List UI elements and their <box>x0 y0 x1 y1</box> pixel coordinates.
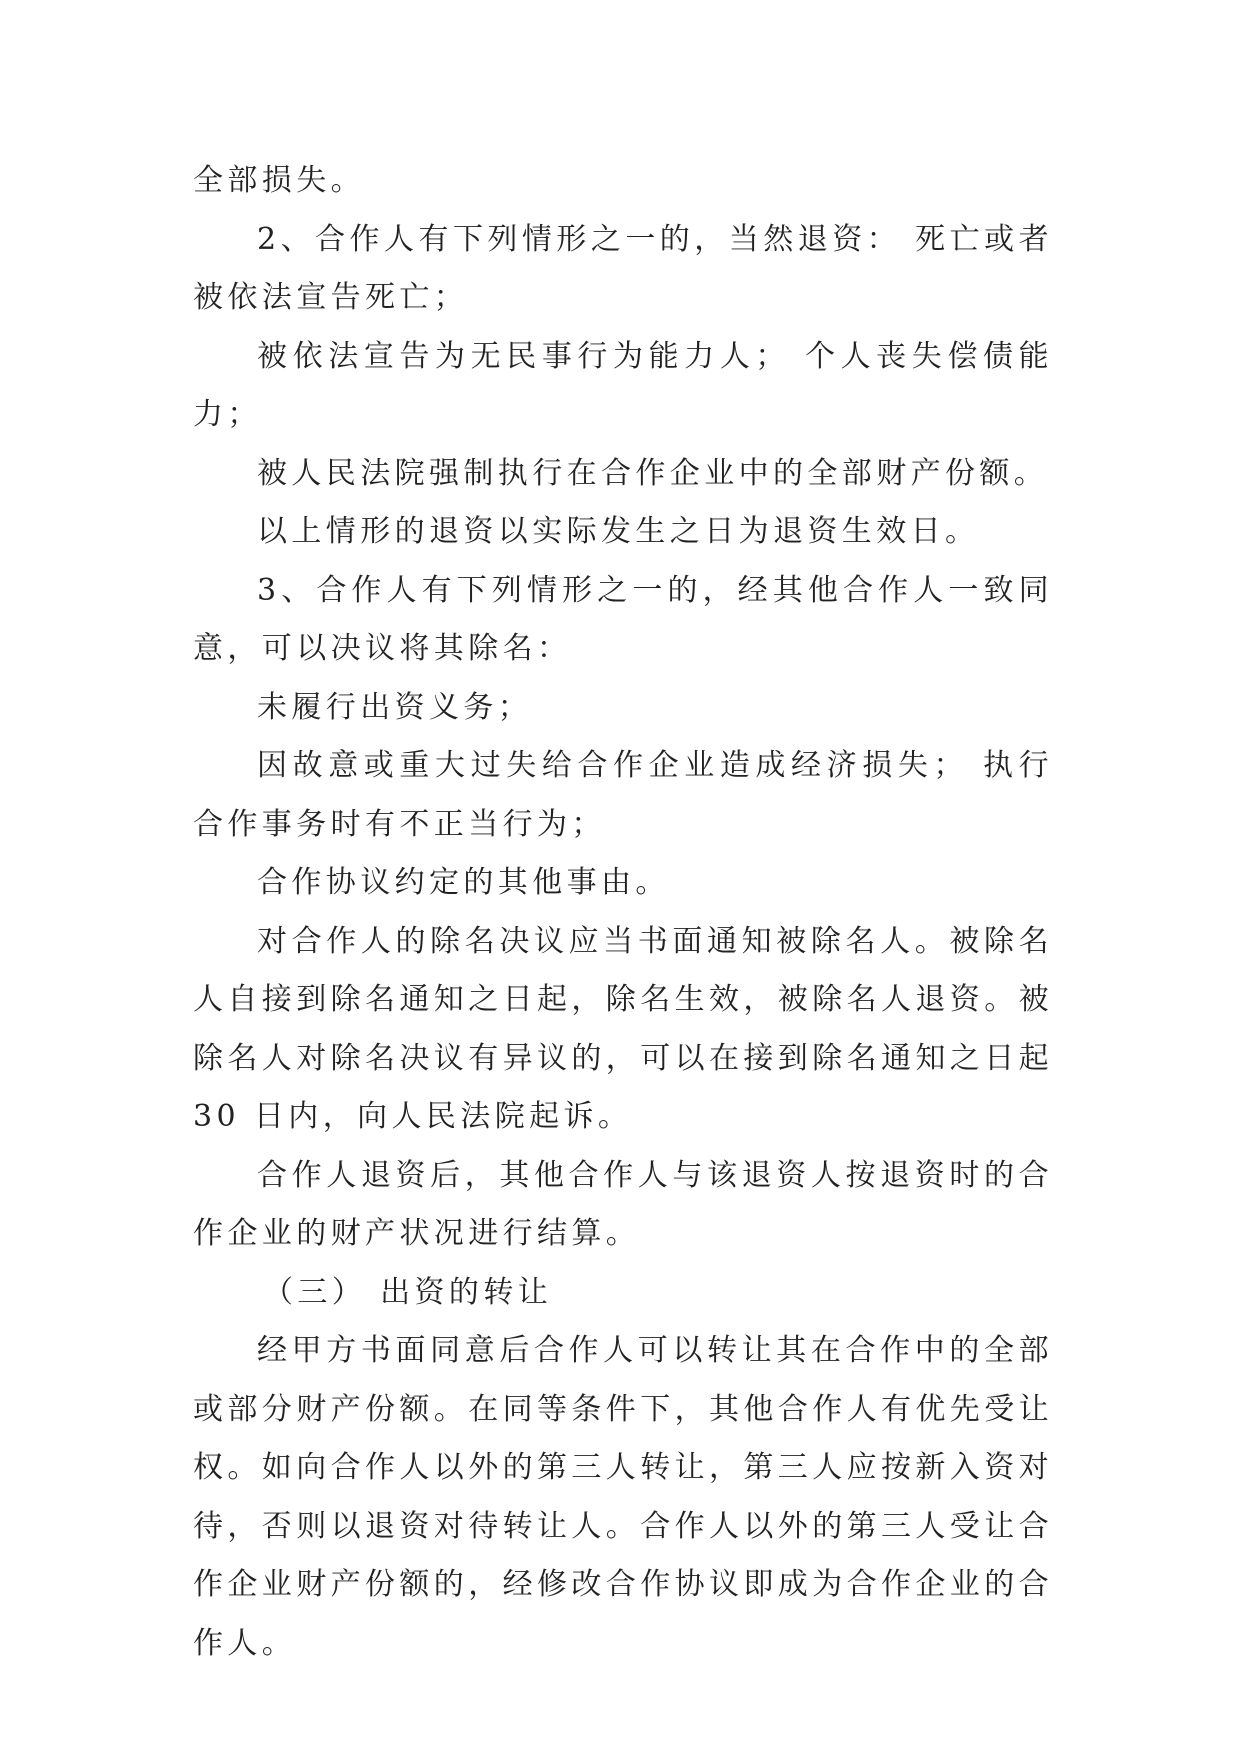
paragraph-transfer-rules: 经甲方书面同意后合作人可以转让其在合作中的全部或部分财产份额。在同等条件下，其他合作人有优先受让权。如向合作人以外的第三人转让，第三人应按新入资对待，否则以退资对待转让人。合作人以外的第三人受让合作企业财产份额的，经修改合作协议即成为合作企业的合作人。 <box>193 1333 1053 1661</box>
paragraph-other-reasons: 合作协议约定的其他事由。 <box>257 865 670 900</box>
paragraph-incapacity: 被依法宣告为无民事行为能力人； 个人丧失偿债能力； <box>193 338 1053 432</box>
paragraph-loss-continuation: 全部损失。 <box>193 163 365 198</box>
document-page <box>193 152 1053 1673</box>
section-heading-transfer: （三） 出资的转让 <box>263 1274 553 1310</box>
paragraph-settlement: 合作人退资后，其他合作人与该退资人按退资时的合作企业的财产状况进行结算。 <box>193 1157 1053 1251</box>
paragraph-expulsion-notice: 对合作人的除名决议应当书面通知被除名人。被除名人自接到除名通知之日起，除名生效，被除名人退资。被除名人对除名决议有异议的，可以在接到除名通知之日起 30 日内，向人民法院起诉。 <box>193 923 1053 1134</box>
paragraph-gross-negligence: 因故意或重大过失给合作企业造成经济损失； 执行合作事务时有不正当行为； <box>193 748 1053 842</box>
paragraph-expulsion-conditions: 3、合作人有下列情形之一的，经其他合作人一致同意，可以决议将其除名： <box>193 572 1053 666</box>
paragraph-automatic-withdrawal: 2、合作人有下列情形之一的，当然退资： 死亡或者被依法宣告死亡； <box>193 221 1053 315</box>
paragraph-enforcement: 被人民法院强制执行在合作企业中的全部财产份额。 <box>257 455 1049 491</box>
paragraph-unpaid-capital: 未履行出资义务； <box>257 689 533 725</box>
paragraph-effective-date: 以上情形的退资以实际发生之日为退资生效日。 <box>257 514 980 549</box>
